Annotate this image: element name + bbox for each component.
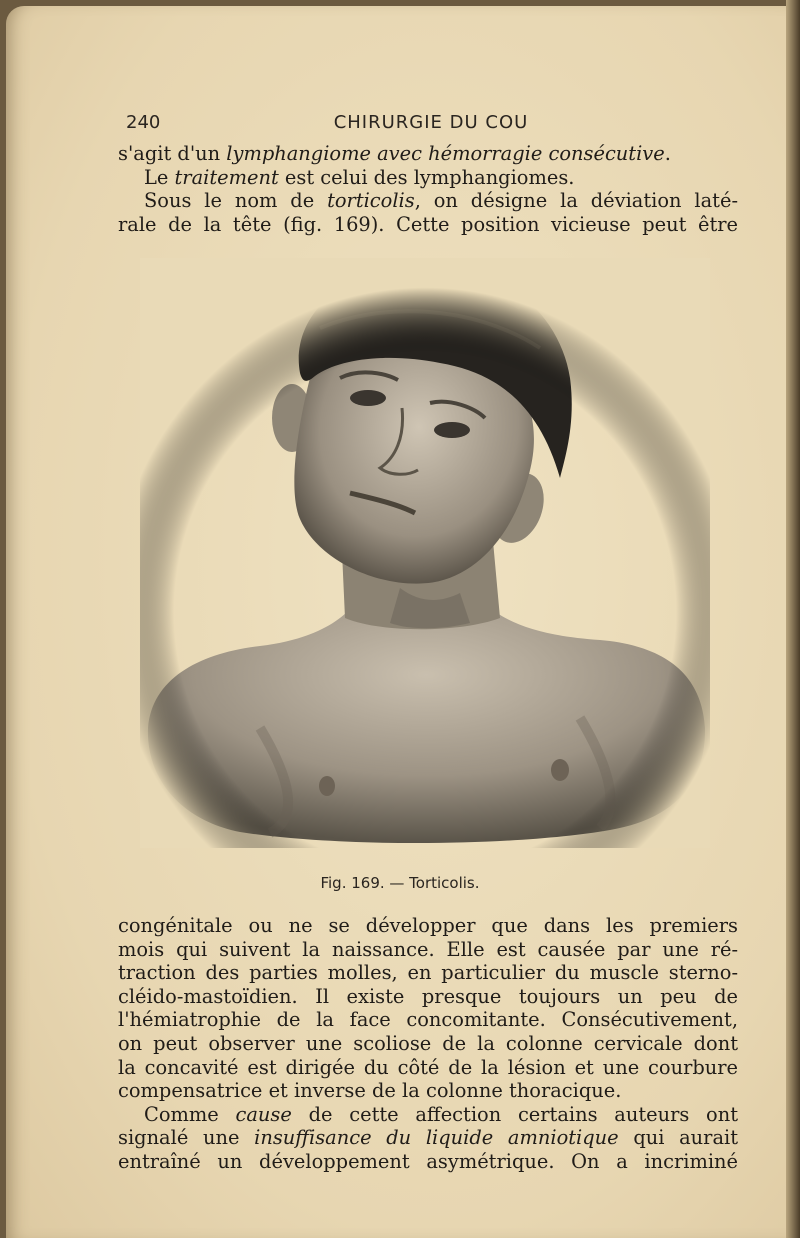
page-edge — [786, 0, 800, 1238]
figure-photograph — [140, 258, 710, 848]
text-line — [118, 938, 738, 962]
italic-text: insuffisance du liquide amniotique — [254, 1126, 619, 1150]
text-run: l'hémiatrophie de la face concomitante. Consécutivement, — [118, 1008, 738, 1032]
running-head: CHIRURGIE DU COU — [333, 112, 529, 133]
italic-text: torticolis — [327, 189, 415, 213]
text-line — [118, 1079, 738, 1103]
text-run: s'agit d'un — [118, 142, 227, 165]
text-run: traction des parties molles, en particulier du muscle sterno- — [118, 961, 738, 985]
text-line — [118, 1126, 738, 1150]
text-line — [118, 1056, 738, 1080]
text-run: rale de la tête (fig. 169). Cette position vicieuse peut être — [118, 212, 738, 236]
bottom-paragraphs — [118, 914, 738, 1174]
text-run: . — [664, 142, 671, 165]
text-line — [118, 1032, 738, 1056]
text-line — [118, 1103, 738, 1127]
italic-text: cause — [235, 1102, 292, 1126]
text-line — [118, 914, 738, 938]
text-run: mois qui suivent la naissance. Elle est causée par une ré- — [118, 937, 738, 961]
text-run: congénitale ou ne se développer que dans les premiers — [118, 914, 738, 937]
text-run: , on désigne la déviation laté- — [414, 189, 738, 213]
text-run: compensatrice et inverse de la colonne thoracique. — [118, 1079, 622, 1103]
text-line — [118, 985, 738, 1009]
text-line — [118, 1008, 738, 1032]
text-run: de cette affection certains auteurs ont — [291, 1102, 738, 1126]
text-line — [118, 166, 738, 190]
text-run: Le — [144, 165, 175, 189]
text-line — [118, 189, 738, 213]
text-line — [118, 213, 738, 237]
text-run: on peut observer une scoliose de la colonne cervicale dont — [118, 1031, 738, 1055]
top-paragraphs — [118, 142, 738, 236]
text-run: entraîné un développement asymétrique. On a incriminé — [118, 1149, 738, 1173]
italic-text: traitement — [174, 165, 279, 189]
text-line — [118, 961, 738, 985]
text-run: est celui des lymphangiomes. — [278, 165, 575, 189]
text-run: qui aurait — [618, 1126, 738, 1150]
text-line — [118, 142, 738, 166]
page-number: 240 — [126, 112, 161, 133]
text-run: cléido-mastoïdien. Il existe presque toujours un peu de — [118, 984, 738, 1008]
text-run: signalé une — [118, 1126, 255, 1150]
text-run: la concavité est dirigée du côté de la lésion et une courbure — [118, 1055, 738, 1079]
page-header — [126, 112, 736, 140]
text-run: Comme — [144, 1102, 236, 1126]
text-run: Sous le nom de — [144, 189, 328, 213]
italic-text: lymphangiome avec hémorragie consécutive — [226, 142, 665, 165]
figure-caption: Fig. 169. — Torticolis. — [320, 874, 480, 892]
text-line — [118, 1150, 738, 1174]
